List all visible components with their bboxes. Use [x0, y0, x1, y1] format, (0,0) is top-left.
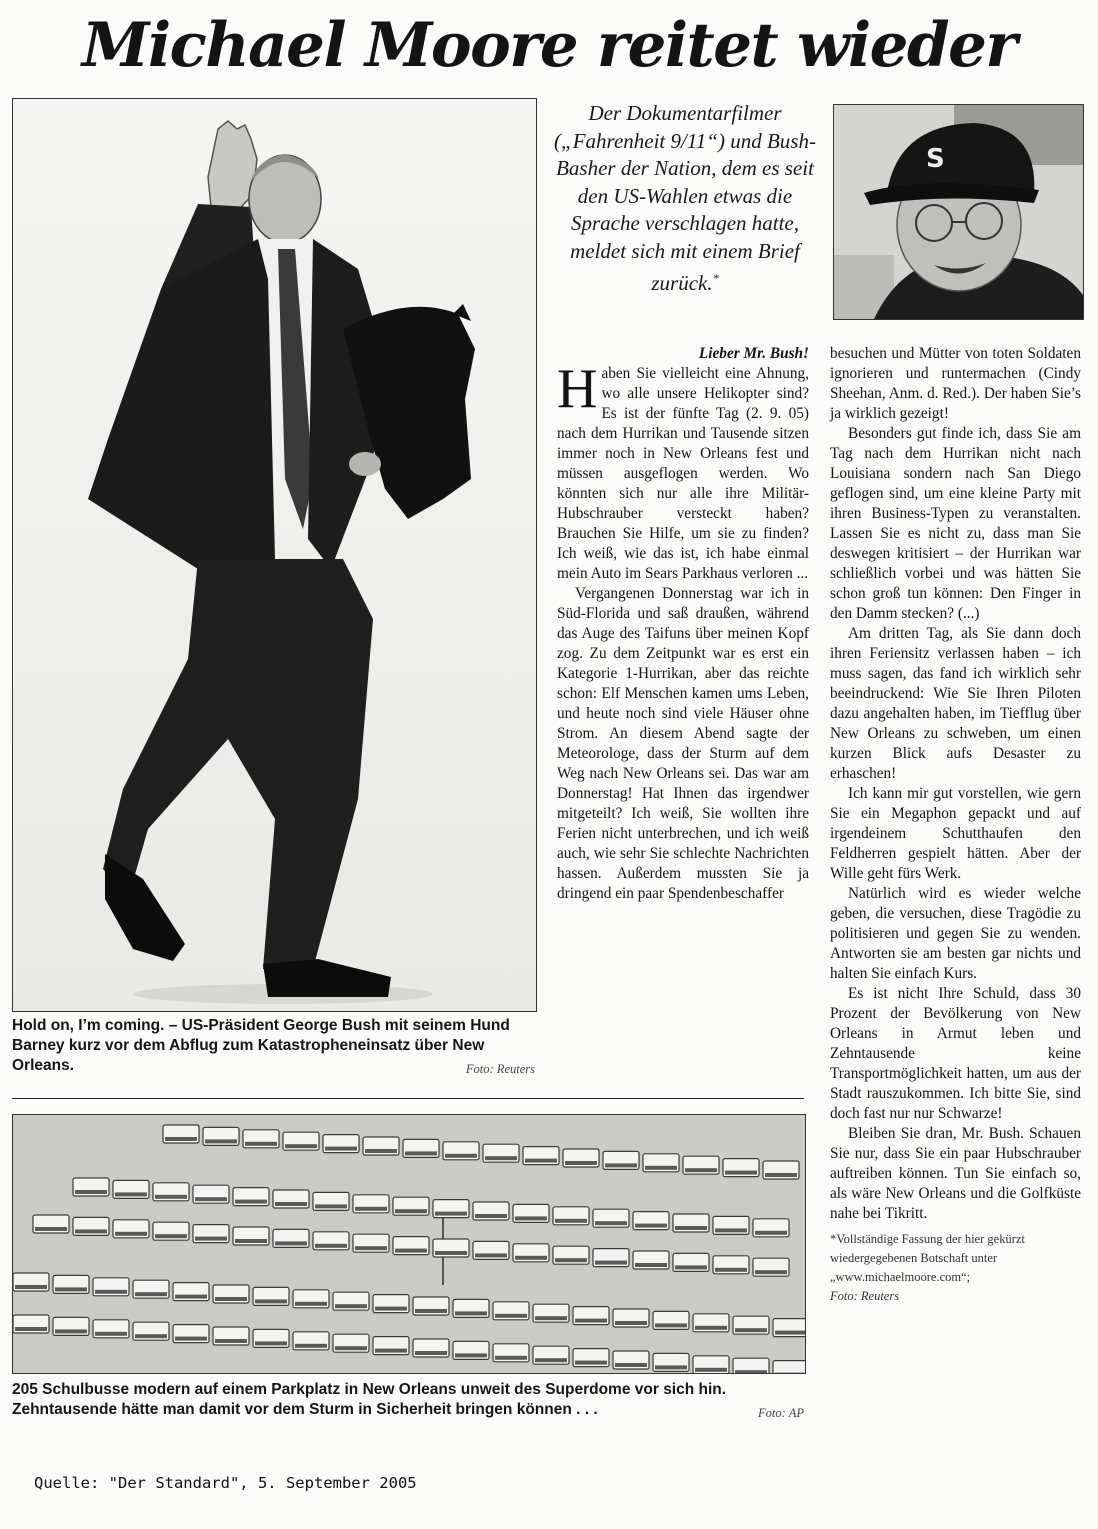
bus-window-strip [695, 1326, 727, 1330]
bus-window-strip [355, 1207, 387, 1211]
bus-window-strip [75, 1190, 107, 1194]
bus-window-strip [115, 1192, 147, 1196]
bus-window-strip [535, 1316, 567, 1320]
photo-michael-moore [833, 104, 1084, 320]
bus-window-strip [115, 1232, 147, 1236]
bus-window-strip [335, 1304, 367, 1308]
bus-window-strip [595, 1261, 627, 1265]
caption-text: Hold on, I’m coming. – US-Präsident George Bush mit seinem Hund Barney kurz vor dem Abflug zum Katastropheneinsatz über New Orleans. [12, 1017, 510, 1074]
bus-window-strip [195, 1237, 227, 1241]
bus-window-strip [15, 1327, 47, 1331]
bus-window-strip [575, 1319, 607, 1323]
bus-window-strip [685, 1168, 717, 1172]
bus-window-strip [395, 1209, 427, 1213]
bus-window-strip [135, 1334, 167, 1338]
bus-window-strip [555, 1219, 587, 1223]
bus-window-strip [355, 1246, 387, 1250]
bus-window-strip [335, 1346, 367, 1350]
paragraph-3: Besonders gut finde ich, dass Sie am Tag nach dem Hurrikan nicht nach Louisiana sondern nach San Diego geflogen sind, um eine kleine Party mit ihren Business-Typen zu veranstalten. Lassen Sie es nicht zu, dass man Sie deswegen kritisiert – der Hurrikan war schließlich vorbei und was hätten Sie schon groß tun können: Den Finger in den Damm stecken? (...) [830, 425, 1081, 622]
bus-window-strip [375, 1307, 407, 1311]
bus-window-strip [495, 1356, 527, 1360]
bus-window-strip [35, 1227, 67, 1231]
bus-window-strip [255, 1341, 287, 1345]
photo-bush-with-dog [12, 98, 537, 1012]
paragraph-8: Bleiben Sie dran, Mr. Bush. Schauen Sie nur, dass Sie ein paar Hubschrauber auftreiben können. Tun Sie einfach so, als wäre New Orleans und die Golfküste nahe bei Tikritt. [830, 1125, 1081, 1222]
footnote-photo-credit: Foto: Reuters [830, 1289, 900, 1303]
photo-caption-buses [12, 1380, 804, 1423]
bus-window-strip [765, 1173, 797, 1177]
bus-window-strip [575, 1361, 607, 1365]
bus-window-strip [695, 1368, 727, 1372]
bus-window-strip [475, 1214, 507, 1218]
bus-window-strip [675, 1226, 707, 1230]
bus-window-strip [515, 1216, 547, 1220]
bus-window-strip [655, 1365, 687, 1369]
paragraph-2: Vergangenen Donnerstag war ich in Süd-Florida und saß draußen, während das Auge des Taifuns über meinen Kopf zog. Zu dem Zeitpunkt war es erst ein Kategorie 1-Hurrikan, aber das reichte schon: Elf Menschen kamen ums Leben, und heute noch sind viele Häuser ohne Strom. An diesem Abend sagte der Meteorologe, dass der Sturm auf dem Weg nach New Orleans sei. Das war am Donnerstag! Hat Ihnen das irgendwer mitgeteilt? Ich weiß, Sie wollten ihre Ferien nicht unterbrechen, und ich weiß auch, wie sehr Sie schlechte Nachrichten hassen. Außerdem mussten Sie ja dringend ein paar Spendenbeschaffer [557, 585, 809, 902]
bus-window-strip [95, 1332, 127, 1336]
bus-window-strip [435, 1251, 467, 1255]
bus-window-strip [55, 1287, 87, 1291]
photo-school-buses [12, 1114, 806, 1374]
paragraph-7: Es ist nicht Ihre Schuld, dass 30 Prozent der Bevölkerung von New Orleans in Armut leben und Zehntausende keine Transportmöglichkeit hatten, um aus der Stadt rauszukommen. Ich bitte Sie, sind doch fast nur nur Schwarze! [830, 985, 1081, 1122]
paragraph-2-continued: besuchen und Mütter von toten Soldaten ignorieren und runtermachen (Cindy Sheehan, Anm. d. Red.). Der haben Sie’s ja wirklich gezeigt! [830, 345, 1081, 422]
bus-window-strip [315, 1244, 347, 1248]
deck-text: Der Dokumentarfilmer („Fahrenheit 9/11“) und Bush-Basher der Nation, dem es seit den US-Wahlen etwas die Sprache verschlagen hatte, meldet sich mit einem Brief zurück. [554, 101, 816, 295]
bus-window-strip [205, 1139, 237, 1143]
photo-caption-bush [12, 1016, 535, 1079]
paragraph-4: Am dritten Tag, als Sie dann doch ihren Feriensitz verlassen haben – ich muss sagen, das fand ich wirklich sehr beeindruckend: Wie Sie Ihren Piloten dazu angehalten haben, im Tiefflug über New Orleans zu schweben, um einen kurzen Blick aufs Desaster zu erhaschen! [830, 625, 1081, 782]
bus-window-strip [715, 1268, 747, 1272]
bus-window-strip [75, 1229, 107, 1233]
bus-window-strip [635, 1263, 667, 1267]
bus-window-strip [325, 1147, 357, 1151]
bus-window-strip [285, 1144, 317, 1148]
bus-window-strip [175, 1337, 207, 1341]
headline: Michael Moore reitet wieder [81, 10, 1017, 81]
bus-window-strip [295, 1302, 327, 1306]
bus-window-strip [715, 1228, 747, 1232]
bus-window-strip [535, 1358, 567, 1362]
bus-window-strip [605, 1163, 637, 1167]
bus-window-strip [135, 1292, 167, 1296]
source-line: Quelle: "Der Standard", 5. September 2005 [34, 1474, 417, 1492]
footnote-marker: * [712, 271, 719, 285]
bus-window-strip [445, 1154, 477, 1158]
bus-window-strip [275, 1202, 307, 1206]
bus-window-strip [55, 1329, 87, 1333]
svg-text:S: S [926, 144, 945, 174]
section-divider [12, 1098, 804, 1099]
article-column-1 [557, 344, 809, 904]
drop-cap: H [557, 358, 598, 420]
bus-window-strip [515, 1256, 547, 1260]
bus-window-strip [735, 1370, 767, 1373]
bus-window-strip [645, 1166, 677, 1170]
bus-window-strip [735, 1328, 767, 1332]
bus-window-strip [255, 1299, 287, 1303]
bus-window-strip [525, 1159, 557, 1163]
bus-window-strip [615, 1321, 647, 1325]
article-deck [553, 100, 817, 298]
bus-window-strip [435, 1212, 467, 1216]
bus-window-strip [175, 1295, 207, 1299]
bus-window-strip [215, 1339, 247, 1343]
bus-window-strip [615, 1363, 647, 1367]
bus-window-strip [295, 1344, 327, 1348]
bus-window-strip [415, 1351, 447, 1355]
bus-window-strip [455, 1353, 487, 1357]
bus-window-strip [755, 1231, 787, 1235]
bus-window-strip [315, 1204, 347, 1208]
paragraph-1-text: aben Sie vielleicht eine Ahnung, wo alle unsere Helikopter sind? Es ist der fünfte Tag (2. 9. 05) nach dem Hurrikan und Tausende sitzen immer noch in New Orleans fest und müssen ausgeflogen werden. Wo könnten sich nur alle ihre Militär-Hubschrauber versteckt haben? Brauchen Sie Hilfe, um sie zu finden? Ich weiß, wie das ist, ich habe einmal mein Auto im Sears Parkhaus verloren ... [557, 365, 809, 582]
bus-shape [773, 1361, 805, 1373]
bus-window-strip [485, 1156, 517, 1160]
photo-credit: Foto: Reuters [465, 1062, 535, 1076]
paragraph-5: Ich kann mir gut vorstellen, wie gern Sie ein Megaphon gepackt und auf irgendeinem Schutthaufen den Feldherren gespielt hätten. Aber der Wille geht fürs Werk. [830, 785, 1081, 882]
bus-window-strip [155, 1234, 187, 1238]
bus-window-strip [195, 1197, 227, 1201]
bus-window-strip [475, 1253, 507, 1257]
bus-window-strip [495, 1314, 527, 1318]
bus-window-strip [675, 1265, 707, 1269]
bus-window-strip [455, 1311, 487, 1315]
bus-window-strip [15, 1285, 47, 1289]
paragraph-1 [557, 358, 809, 584]
bus-window-strip [775, 1331, 805, 1335]
bus-window-strip [245, 1142, 277, 1146]
bus-window-strip [165, 1137, 197, 1141]
bus-window-strip [405, 1151, 437, 1155]
bus-window-strip [215, 1297, 247, 1301]
letter-salutation: Lieber Mr. Bush! [698, 345, 809, 362]
paragraph-6: Natürlich wird es wieder welche geben, die versuchen, diese Tragödie zu politisieren und gegen Sie zu wenden. Antworten sie am besten gar nichts und halten Sie einfach Kurs. [830, 885, 1081, 982]
bus-window-strip [395, 1249, 427, 1253]
bus-window-strip [365, 1149, 397, 1153]
bus-window-strip [415, 1309, 447, 1313]
bus-window-strip [155, 1195, 187, 1199]
bus-window-strip [565, 1161, 597, 1165]
bus-window-strip [555, 1258, 587, 1262]
bus-window-strip [725, 1171, 757, 1175]
footnote-text: *Vollständige Fassung der hier gekürzt wiedergegebenen Botschaft unter „www.michaelmoore.com“; [830, 1232, 1025, 1284]
bus-window-strip [95, 1290, 127, 1294]
bus-window-strip [635, 1224, 667, 1228]
bus-window-strip [235, 1200, 267, 1204]
article-column-2 [830, 344, 1081, 1306]
footnote [830, 1230, 1081, 1306]
bus-window-strip [375, 1349, 407, 1353]
caption-text: 205 Schulbusse modern auf einem Parkplatz in New Orleans unweit des Superdome vor sich hin. Zehntausende hätte man damit vor dem Sturm in Sicherheit bringen können . . . [12, 1381, 727, 1418]
bus-window-strip [755, 1270, 787, 1274]
photo-credit: Foto: AP [758, 1406, 804, 1420]
bus-window-strip [595, 1221, 627, 1225]
bus-window-strip [235, 1239, 267, 1243]
bus-window-strip [275, 1241, 307, 1245]
bus-window-strip [655, 1323, 687, 1327]
